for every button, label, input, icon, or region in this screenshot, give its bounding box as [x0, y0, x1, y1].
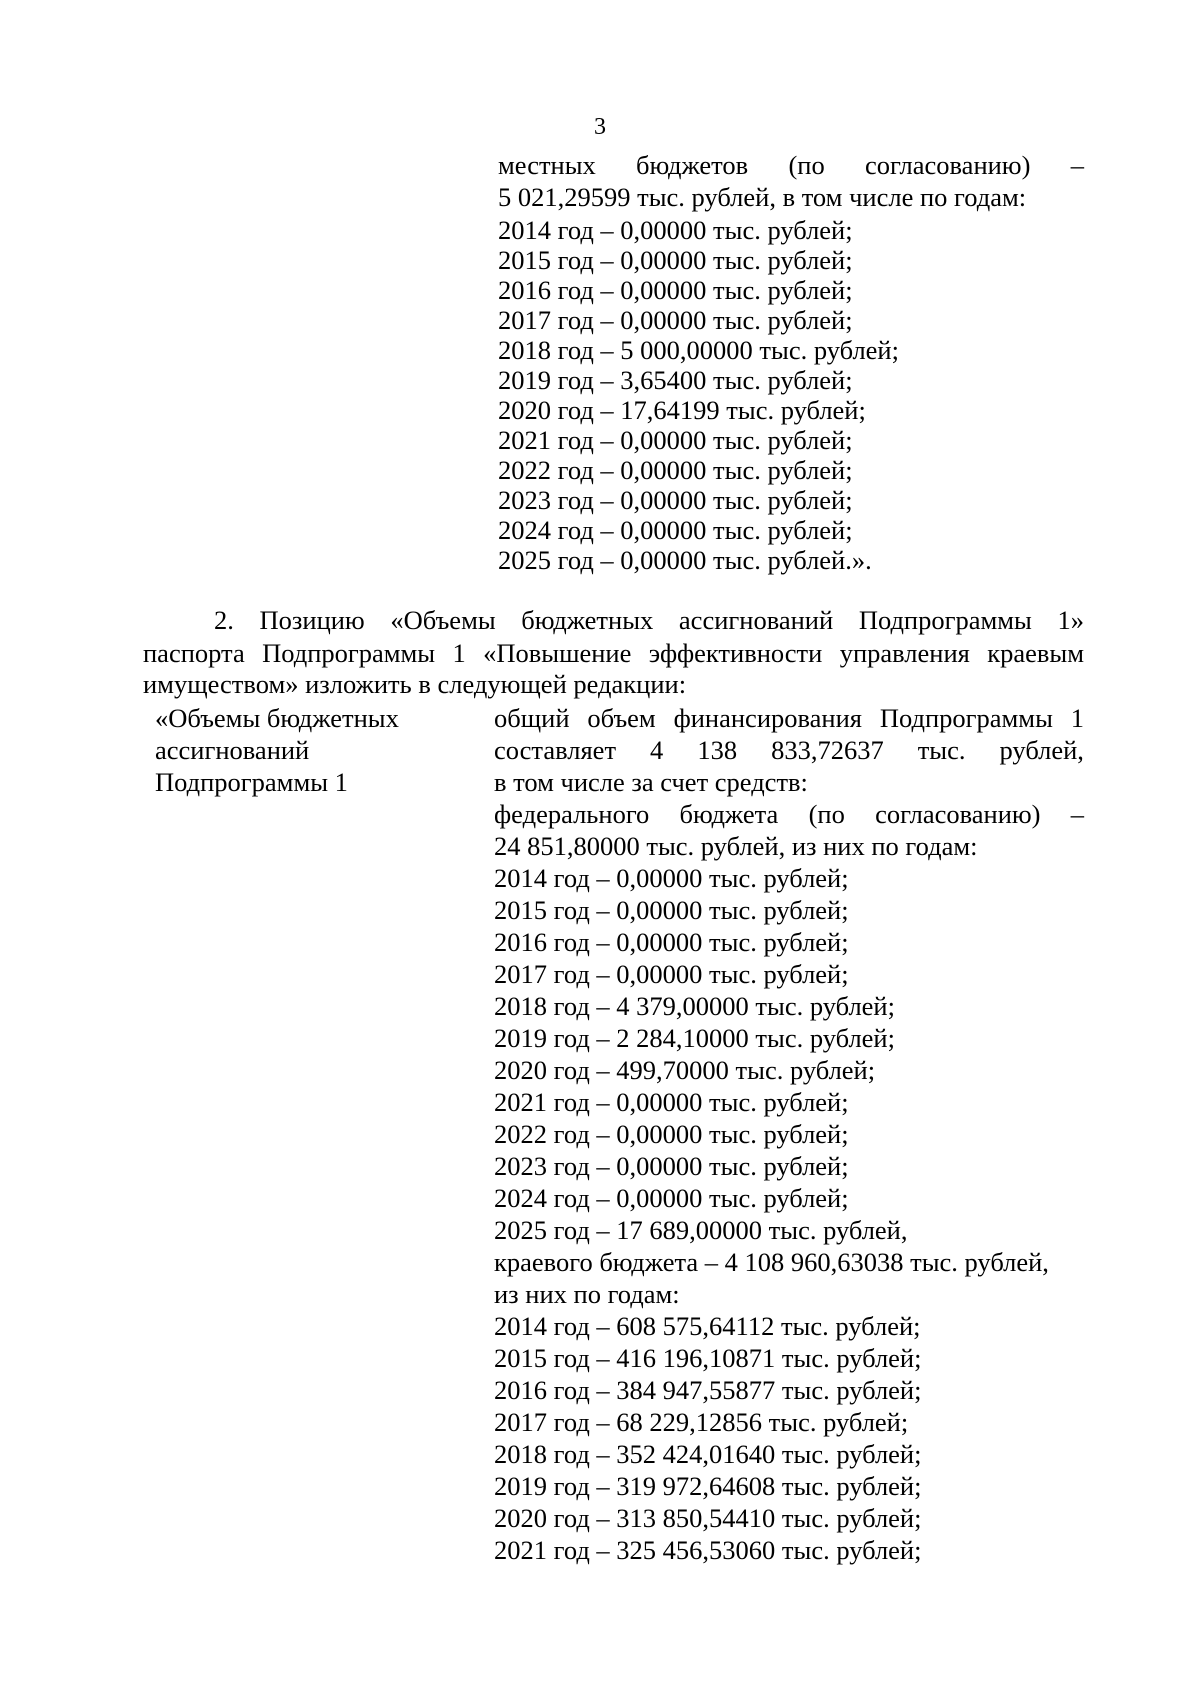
federal-year-line: 2018 год – 4 379,00000 тыс. рублей;: [494, 991, 895, 1021]
total-financing-line-2-word: 4: [650, 735, 664, 765]
total-financing-line-2-word: 833,72637: [771, 735, 884, 765]
local-budget-year-line: 2019 год – 3,65400 тыс. рублей;: [498, 365, 853, 395]
paragraph-2-line-1-word: Подпрограммы: [858, 605, 1032, 635]
local-budget-year-line: 2021 год – 0,00000 тыс. рублей;: [498, 425, 853, 455]
local-budget-year-line: 2025 год – 0,00000 тыс. рублей.».: [498, 545, 872, 575]
local-budget-year-line: 2015 год – 0,00000 тыс. рублей;: [498, 245, 853, 275]
local-budgets-header-word: бюджетов: [636, 150, 749, 180]
local-budgets-total: 5 021,29599 тыс. рублей, в том числе по годам:: [498, 182, 1027, 212]
paragraph-2-line-1-word: «Объемы: [390, 605, 496, 635]
paragraph-2-line-1-word: Позицию: [259, 605, 365, 635]
local-budgets-header: [498, 149, 1084, 181]
local-budget-year-line: 2020 год – 17,64199 тыс. рублей;: [498, 395, 866, 425]
paragraph-2-line-1-word: 2.: [214, 605, 234, 635]
federal-year-line: 2017 год – 0,00000 тыс. рублей;: [494, 959, 849, 989]
paragraph-2-line-2-word: Подпрограммы: [262, 638, 436, 668]
federal-budget-header-word: федерального: [494, 799, 650, 829]
federal-year-line: 2015 год – 0,00000 тыс. рублей;: [494, 895, 849, 925]
total-financing-line-2-word: рублей,: [999, 735, 1084, 765]
federal-year-line: 2024 год – 0,00000 тыс. рублей;: [494, 1183, 849, 1213]
page-number: 3: [594, 114, 606, 140]
regional-year-line: 2015 год – 416 196,10871 тыс. рублей;: [494, 1343, 922, 1373]
federal-budget-header: [494, 798, 1084, 830]
paragraph-2-line-2-word: «Повышение: [483, 638, 632, 668]
passport-label-line: «Объемы бюджетных: [155, 703, 399, 733]
federal-year-line: 2019 год – 2 284,10000 тыс. рублей;: [494, 1023, 895, 1053]
total-financing-line-2-word: составляет: [494, 735, 617, 765]
total-financing-line-1-word: общий: [494, 703, 570, 733]
local-budgets-header-word: местных: [498, 150, 596, 180]
federal-budget-header-word: –: [1070, 799, 1084, 829]
regional-year-line: 2021 год – 325 456,53060 тыс. рублей;: [494, 1535, 922, 1565]
total-financing-line-1-word: финансирования: [673, 703, 862, 733]
paragraph-2-line-2-word: эффективности: [648, 638, 823, 668]
local-budgets-header-word: согласованию): [864, 150, 1031, 180]
regional-year-line: 2019 год – 319 972,64608 тыс. рублей;: [494, 1471, 922, 1501]
total-financing-line-2: [494, 734, 1084, 766]
total-financing-line-1-word: 1: [1070, 703, 1084, 733]
local-budgets-header-word: (по: [788, 150, 825, 180]
paragraph-2-line-1-word: ассигнований: [678, 605, 834, 635]
federal-year-line: 2021 год – 0,00000 тыс. рублей;: [494, 1087, 849, 1117]
paragraph-2-line-2-word: краевым: [987, 638, 1084, 668]
local-budget-year-line: 2014 год – 0,00000 тыс. рублей;: [498, 215, 853, 245]
total-financing-line-2-word: 138: [697, 735, 738, 765]
paragraph-2-line-2: [143, 637, 1084, 669]
regional-budget-subtitle: из них по годам:: [494, 1279, 680, 1309]
regional-budget-total: краевого бюджета – 4 108 960,63038 тыс. рублей,: [494, 1247, 1049, 1277]
federal-year-line: 2020 год – 499,70000 тыс. рублей;: [494, 1055, 876, 1085]
paragraph-2-line-1: [214, 604, 1084, 636]
total-financing-line-1-word: объем: [587, 703, 656, 733]
federal-year-line: 2025 год – 17 689,00000 тыс. рублей,: [494, 1215, 908, 1245]
total-financing-line-1: [494, 702, 1084, 734]
total-financing-line-1-word: Подпрограммы: [879, 703, 1053, 733]
federal-year-line: 2014 год – 0,00000 тыс. рублей;: [494, 863, 849, 893]
regional-year-line: 2014 год – 608 575,64112 тыс. рублей;: [494, 1311, 921, 1341]
regional-year-line: 2020 год – 313 850,54410 тыс. рублей;: [494, 1503, 922, 1533]
local-budget-year-line: 2024 год – 0,00000 тыс. рублей;: [498, 515, 853, 545]
paragraph-2-line-1-word: бюджетных: [521, 605, 654, 635]
passport-label-line: Подпрограммы 1: [155, 767, 348, 797]
total-financing-line-2-word: тыс.: [917, 735, 966, 765]
paragraph-2-line-2-word: паспорта: [143, 638, 245, 668]
federal-year-line: 2023 год – 0,00000 тыс. рублей;: [494, 1151, 849, 1181]
local-budget-year-line: 2016 год – 0,00000 тыс. рублей;: [498, 275, 853, 305]
federal-year-line: 2022 год – 0,00000 тыс. рублей;: [494, 1119, 849, 1149]
federal-year-line: 2016 год – 0,00000 тыс. рублей;: [494, 927, 849, 957]
regional-year-line: 2017 год – 68 229,12856 тыс. рублей;: [494, 1407, 909, 1437]
federal-budget-total: 24 851,80000 тыс. рублей, из них по годам:: [494, 831, 978, 861]
local-budget-year-line: 2022 год – 0,00000 тыс. рублей;: [498, 455, 853, 485]
paragraph-2-line-3: имуществом» изложить в следующей редакции:: [143, 669, 687, 699]
federal-budget-header-word: согласованию): [875, 799, 1041, 829]
passport-label-line: ассигнований: [155, 735, 310, 765]
local-budget-year-line: 2017 год – 0,00000 тыс. рублей;: [498, 305, 853, 335]
paragraph-2-line-2-word: 1: [452, 638, 466, 668]
local-budgets-header-word: –: [1070, 150, 1084, 180]
paragraph-2-line-2-word: управления: [839, 638, 970, 668]
paragraph-2-line-1-word: 1»: [1057, 605, 1084, 635]
local-budget-year-line: 2023 год – 0,00000 тыс. рублей;: [498, 485, 853, 515]
total-financing-line-3: в том числе за счет средств:: [494, 767, 808, 797]
local-budget-year-line: 2018 год – 5 000,00000 тыс. рублей;: [498, 335, 899, 365]
regional-year-line: 2018 год – 352 424,01640 тыс. рублей;: [494, 1439, 922, 1469]
regional-year-line: 2016 год – 384 947,55877 тыс. рублей;: [494, 1375, 922, 1405]
federal-budget-header-word: (по: [808, 799, 845, 829]
federal-budget-header-word: бюджета: [679, 799, 779, 829]
